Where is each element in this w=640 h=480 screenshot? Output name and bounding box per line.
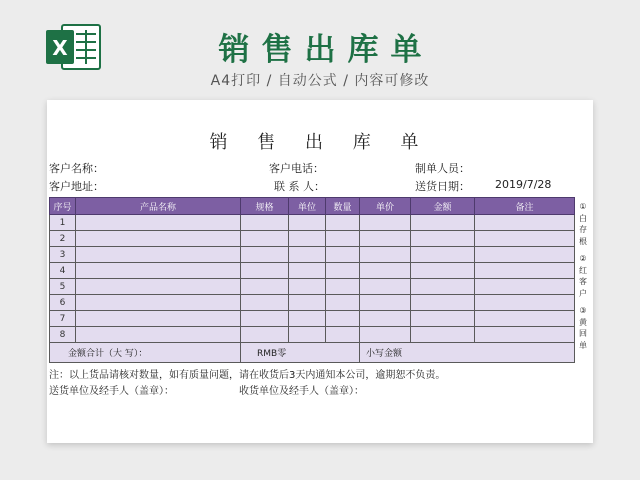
table-cell[interactable] xyxy=(289,263,326,279)
copy-note-char: ③ xyxy=(579,306,587,315)
table-cell[interactable] xyxy=(360,263,411,279)
template-banner xyxy=(0,0,640,100)
table-cell[interactable] xyxy=(241,311,289,327)
table-row xyxy=(50,295,575,311)
col-header-product: 产品名称 xyxy=(76,198,241,215)
table-cell[interactable] xyxy=(411,263,475,279)
terms-note: 注：以上货品请核对数量，如有质量问题，请在收货后3天内通知本公司，逾期恕不负责。 xyxy=(49,370,446,381)
table-cell[interactable] xyxy=(326,279,360,295)
table-cell[interactable] xyxy=(289,231,326,247)
table-cell[interactable] xyxy=(360,311,411,327)
table-row xyxy=(50,327,575,343)
customer-address-label: 客户地址： xyxy=(49,180,104,193)
copy-note-char: 户 xyxy=(579,288,587,298)
copy-note-char: 黄 xyxy=(579,317,587,327)
copy-note-char: 回 xyxy=(579,329,587,338)
spreadsheet-sheet xyxy=(47,100,593,443)
table-row xyxy=(50,279,575,295)
banner-subtitle: A4打印 / 自动公式 / 内容可修改 xyxy=(210,73,430,89)
copy-note-char: 存 xyxy=(579,225,587,234)
copy-note-char: 红 xyxy=(579,265,587,275)
table-cell[interactable] xyxy=(241,263,289,279)
items-table xyxy=(49,197,575,363)
customer-name-label: 客户名称： xyxy=(49,162,104,175)
col-header-spec: 规格 xyxy=(241,198,289,215)
total-rmb-value[interactable]: RMB零 xyxy=(241,343,360,363)
table-cell[interactable] xyxy=(411,215,475,231)
customer-phone-label: 客户电话： xyxy=(269,162,324,175)
row-index-cell[interactable]: 2 xyxy=(50,231,76,247)
total-small-label[interactable]: 小写金额 xyxy=(360,343,575,363)
copy-note-char: 单 xyxy=(579,340,587,350)
table-cell[interactable] xyxy=(76,327,241,343)
table-cell[interactable] xyxy=(475,231,575,247)
table-cell[interactable] xyxy=(411,231,475,247)
table-cell[interactable] xyxy=(475,263,575,279)
row-index-cell[interactable]: 7 xyxy=(50,311,76,327)
receiver-signature-label: 收货单位及经手人（盖章）： xyxy=(239,386,364,397)
table-cell[interactable] xyxy=(76,279,241,295)
table-cell[interactable] xyxy=(326,231,360,247)
table-cell[interactable] xyxy=(76,231,241,247)
table-cell[interactable] xyxy=(360,231,411,247)
table-cell[interactable] xyxy=(326,263,360,279)
table-row xyxy=(50,215,575,231)
row-index-cell[interactable]: 5 xyxy=(50,279,76,295)
table-cell[interactable] xyxy=(76,295,241,311)
table-cell[interactable] xyxy=(76,247,241,263)
table-cell[interactable] xyxy=(411,311,475,327)
copy-note-char: ② xyxy=(579,254,587,263)
table-cell[interactable] xyxy=(241,231,289,247)
table-cell[interactable] xyxy=(289,327,326,343)
col-header-remark: 备注 xyxy=(475,198,575,215)
table-cell[interactable] xyxy=(289,295,326,311)
table-cell[interactable] xyxy=(411,279,475,295)
table-row xyxy=(50,311,575,327)
row-index-cell[interactable]: 4 xyxy=(50,263,76,279)
table-cell[interactable] xyxy=(475,279,575,295)
total-uppercase-label: 金额合计（大 写）： xyxy=(50,343,241,363)
banner-title: 销售出库单 xyxy=(218,32,434,68)
document-title: 销 售 出 库 单 xyxy=(209,132,431,153)
row-index-cell[interactable]: 6 xyxy=(50,295,76,311)
contact-label: 联 系 人： xyxy=(274,180,325,193)
copy-note-char: 客 xyxy=(579,277,587,286)
copy-note-group xyxy=(576,201,590,247)
table-cell[interactable] xyxy=(76,215,241,231)
table-cell[interactable] xyxy=(241,295,289,311)
table-cell[interactable] xyxy=(241,279,289,295)
table-cell[interactable] xyxy=(411,247,475,263)
table-row xyxy=(50,247,575,263)
table-cell[interactable] xyxy=(241,327,289,343)
table-cell[interactable] xyxy=(475,327,575,343)
table-cell[interactable] xyxy=(360,215,411,231)
copy-note-group xyxy=(576,305,590,351)
table-row xyxy=(50,231,575,247)
table-cell[interactable] xyxy=(411,327,475,343)
row-index-cell[interactable]: 3 xyxy=(50,247,76,263)
table-cell[interactable] xyxy=(326,295,360,311)
col-header-amount: 金额 xyxy=(411,198,475,215)
copy-distribution-notes xyxy=(576,201,590,357)
table-cell[interactable] xyxy=(76,263,241,279)
table-cell[interactable] xyxy=(289,215,326,231)
copy-note-char: 根 xyxy=(579,236,587,246)
total-row xyxy=(50,343,575,363)
table-cell[interactable] xyxy=(76,311,241,327)
table-cell[interactable] xyxy=(326,327,360,343)
table-cell[interactable] xyxy=(241,215,289,231)
table-cell[interactable] xyxy=(360,295,411,311)
table-cell[interactable] xyxy=(475,215,575,231)
table-cell[interactable] xyxy=(289,311,326,327)
table-cell[interactable] xyxy=(289,279,326,295)
table-row xyxy=(50,263,575,279)
table-header-row xyxy=(50,198,575,215)
table-cell[interactable] xyxy=(475,311,575,327)
table-cell[interactable] xyxy=(241,247,289,263)
copy-note-group xyxy=(576,253,590,299)
copy-note-char: ① xyxy=(579,202,587,211)
table-cell[interactable] xyxy=(289,247,326,263)
row-index-cell[interactable]: 8 xyxy=(50,327,76,343)
copy-note-char: 白 xyxy=(579,213,587,223)
table-cell[interactable] xyxy=(360,279,411,295)
col-header-qty: 数量 xyxy=(326,198,360,215)
table-cell[interactable] xyxy=(326,311,360,327)
table-cell[interactable] xyxy=(326,247,360,263)
sender-signature-label: 送货单位及经手人（盖章）： xyxy=(49,386,174,397)
table-cell[interactable] xyxy=(475,295,575,311)
excel-logo-letter: X xyxy=(52,36,68,60)
col-header-index: 序号 xyxy=(50,198,76,215)
delivery-date-value[interactable]: 2019/7/28 xyxy=(495,178,552,191)
delivery-date-label: 送货日期： xyxy=(415,180,470,193)
table-cell[interactable] xyxy=(411,295,475,311)
table-cell[interactable] xyxy=(475,247,575,263)
col-header-price: 单价 xyxy=(360,198,411,215)
col-header-unit: 单位 xyxy=(289,198,326,215)
table-cell[interactable] xyxy=(360,247,411,263)
table-cell[interactable] xyxy=(326,215,360,231)
maker-label: 制单人员： xyxy=(415,162,470,175)
row-index-cell[interactable]: 1 xyxy=(50,215,76,231)
table-cell[interactable] xyxy=(360,327,411,343)
